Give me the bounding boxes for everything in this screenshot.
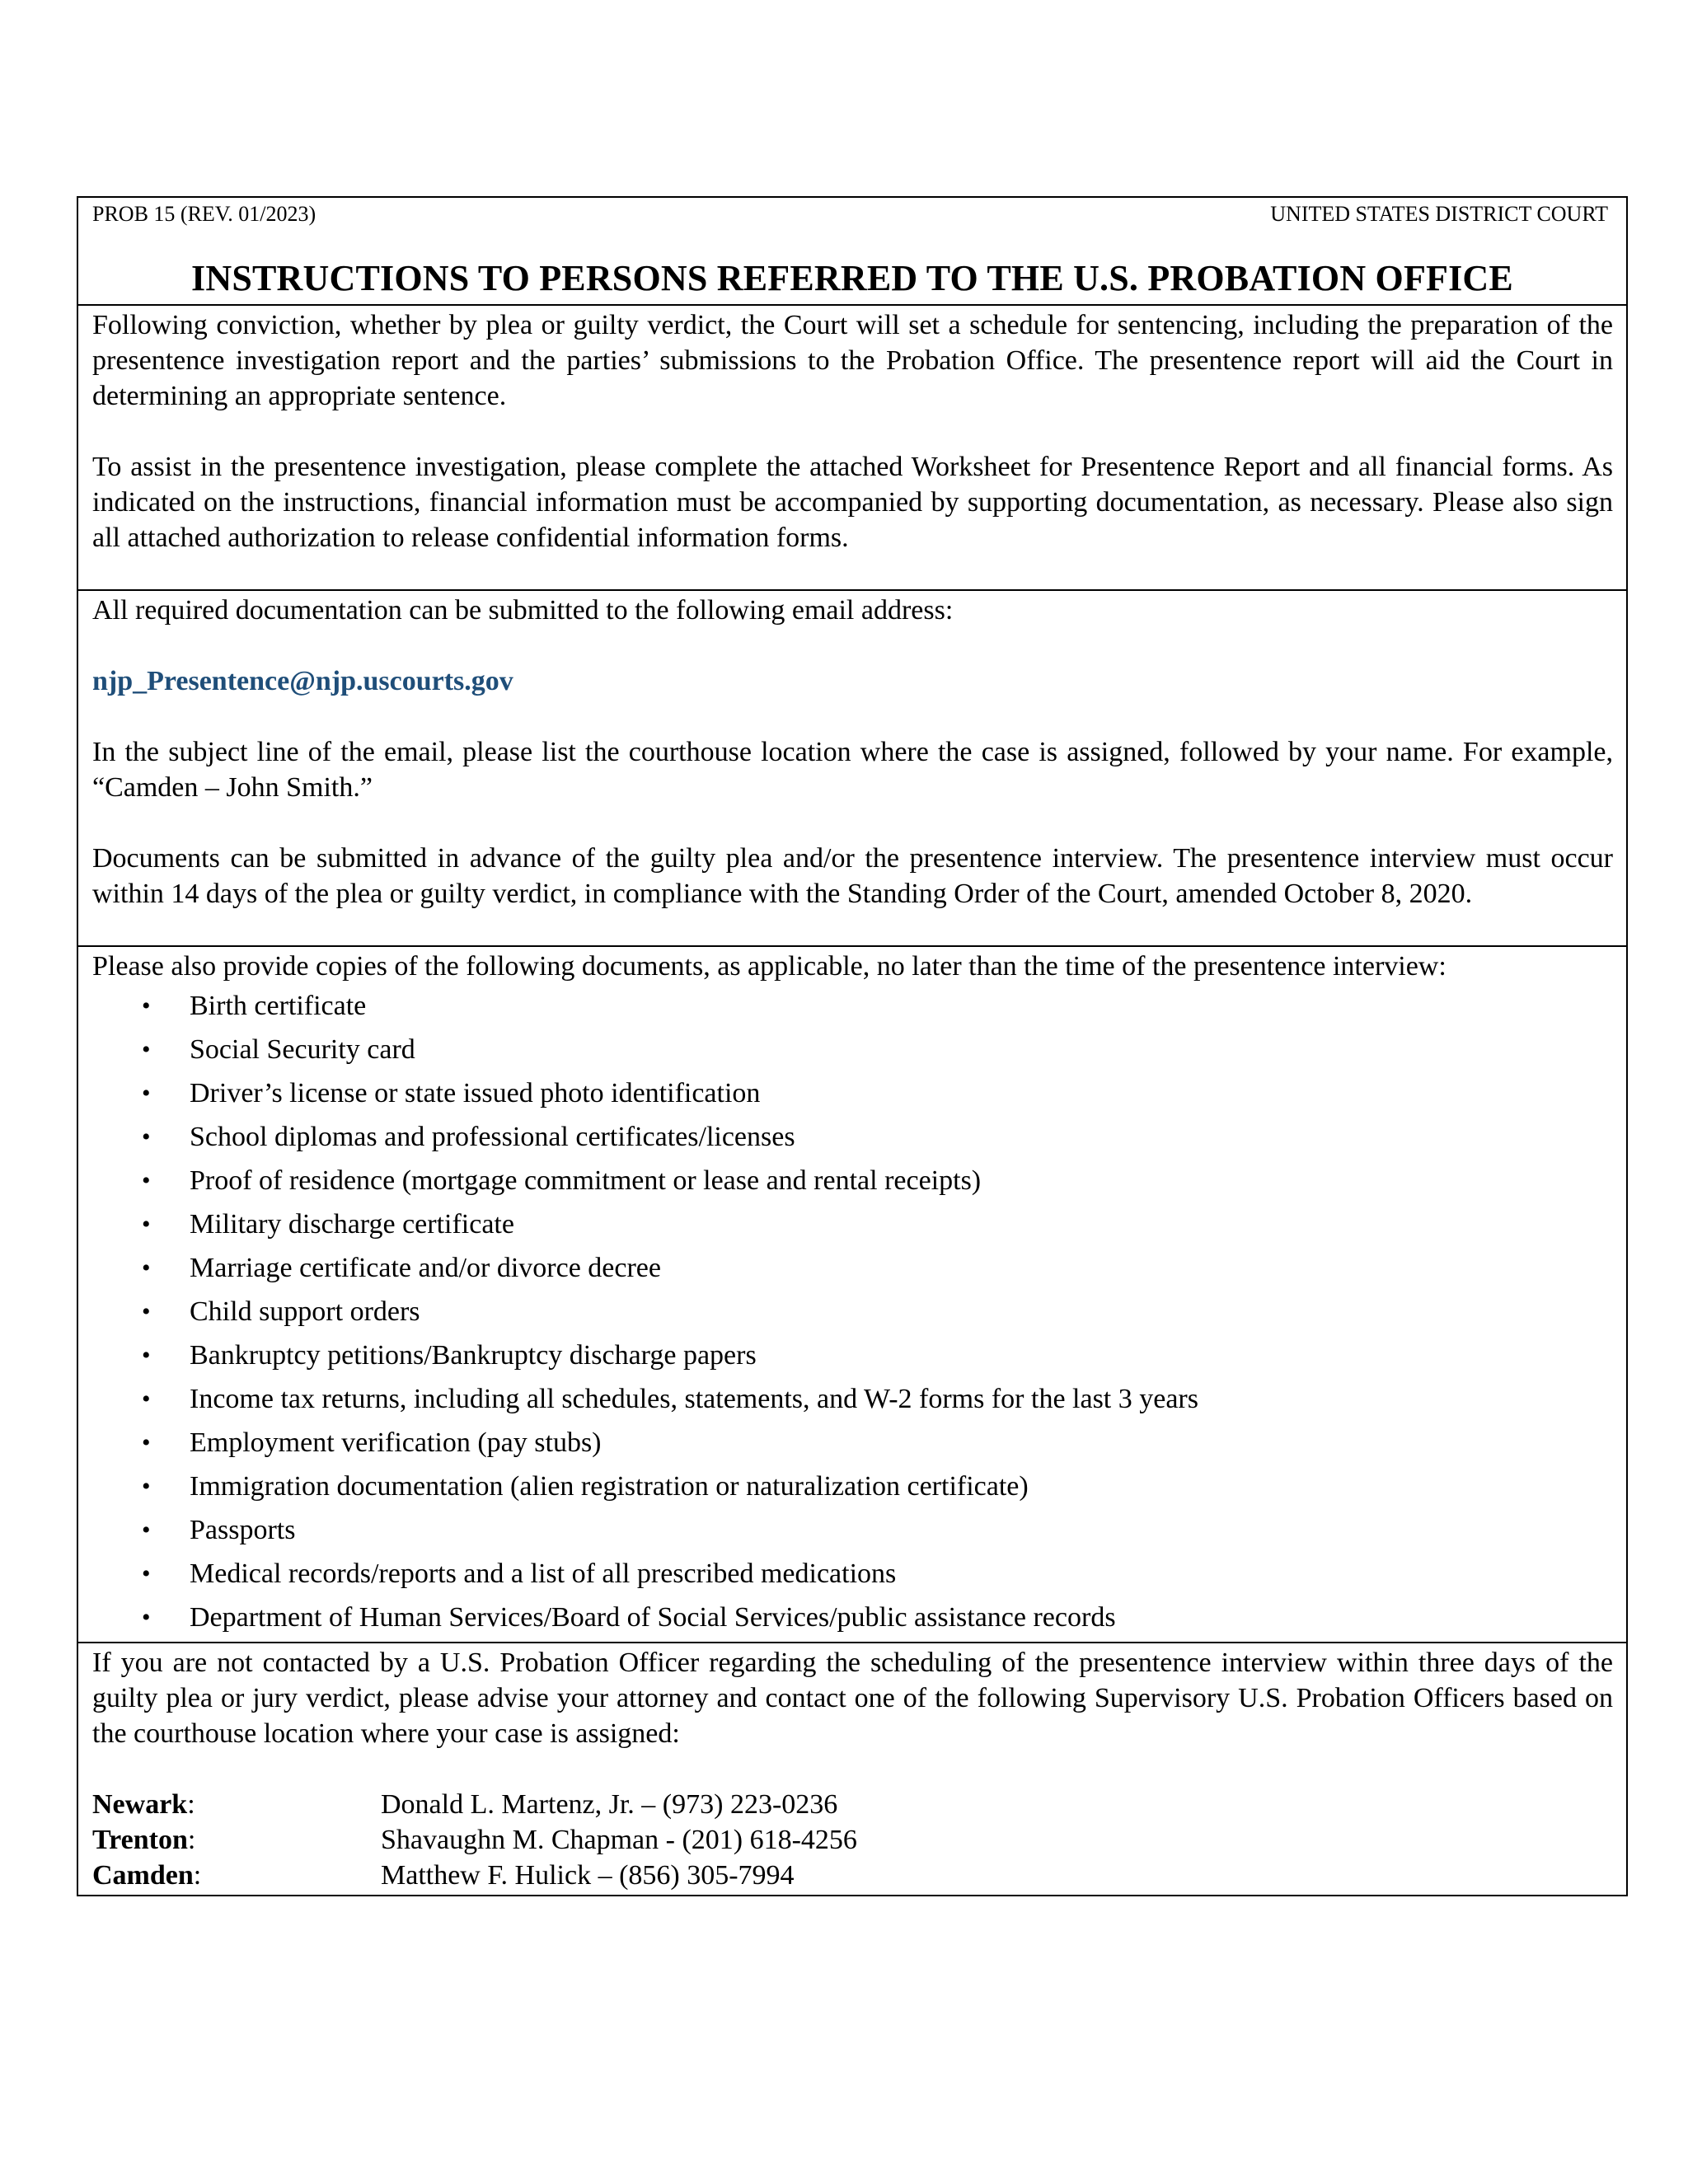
submission-email-link[interactable]: njp_Presentence@njp.uscourts.gov (92, 666, 513, 696)
list-item (92, 1596, 1613, 1639)
timing-note: Documents can be submitted in advance of the guilty plea and/or the presentence interview. The presentence interview must occur within 14 days of the plea or guilty verdict, in compliance with the Standing Order of the Court, amended October 8, 2020. (92, 843, 1613, 909)
list-item-label: Bankruptcy petitions/Bankruptcy discharge papers (190, 1340, 757, 1371)
location-cell (92, 1822, 381, 1858)
submission-lead: All required documentation can be submitted to the following email address: (92, 595, 954, 626)
officer-contact: Shavaughn M. Chapman - (201) 618-4256 (381, 1825, 857, 1855)
location-name: Camden (92, 1860, 194, 1891)
officer-contact: Matthew F. Hulick – (856) 305-7994 (381, 1860, 795, 1891)
bullet-icon: • (142, 992, 151, 1019)
bullet-icon: • (142, 1167, 151, 1194)
list-item (92, 1028, 1613, 1071)
location-cell (92, 1787, 381, 1822)
list-item-label: Employment verification (pay stubs) (190, 1427, 602, 1458)
list-item (92, 1333, 1613, 1377)
list-item-label: Proof of residence (mortgage commitment or lease and rental receipts) (190, 1165, 982, 1196)
list-item-label: Income tax returns, including all schedules, statements, and W-2 forms for the last 3 years (190, 1384, 1198, 1414)
bullet-icon: • (142, 1429, 151, 1456)
bullet-icon: • (142, 1385, 151, 1413)
list-item (92, 1508, 1613, 1552)
subject-line-note: In the subject line of the email, please list the courthouse location where the case is assigned, followed by your name. For example, “Camden – John Smith.” (92, 737, 1613, 803)
bullet-icon: • (142, 1254, 151, 1282)
bullet-icon: • (142, 1560, 151, 1587)
documents-list (92, 984, 1613, 1639)
bullet-icon: • (142, 1516, 151, 1544)
document-title: INSTRUCTIONS TO PERSONS REFERRED TO THE U.S. PROBATION OFFICE (191, 258, 1513, 298)
table-row (92, 1787, 857, 1822)
contacts-lead: If you are not contacted by a U.S. Probation Officer regarding the scheduling of the presentence interview within three days of the guilty plea or jury verdict, please advise your attorney and contact one of the following Supervisory U.S. Probation Officers based on the courthouse location where your case is assigned: (92, 1647, 1613, 1749)
location-colon: : (187, 1789, 195, 1820)
list-item (92, 1159, 1613, 1202)
list-item-label: Department of Human Services/Board of Social Services/public assistance records (190, 1602, 1116, 1633)
intro-paragraph-1: Following conviction, whether by plea or guilty verdict, the Court will set a schedule for sentencing, including the preparation of the presentence investigation report and the parties’ submissions to the Probation Office. The presentence report will aid the Court in determining an appropriate sentence. (92, 310, 1613, 411)
list-item (92, 1246, 1613, 1290)
location-cell (92, 1858, 381, 1893)
court-name: UNITED STATES DISTRICT COURT (1270, 202, 1608, 226)
list-item (92, 1377, 1613, 1421)
list-item-label: Marriage certificate and/or divorce decree (190, 1253, 661, 1283)
documents-lead: Please also provide copies of the following documents, as applicable, no later than the time of the presentence interview: (92, 951, 1447, 982)
location-name: Trenton (92, 1825, 188, 1855)
form-id: PROB 15 (REV. 01/2023) (92, 202, 316, 226)
bullet-icon: • (142, 1211, 151, 1238)
list-item (92, 1552, 1613, 1596)
intro-section (78, 304, 1626, 589)
table-row (92, 1822, 857, 1858)
officer-contact: Donald L. Martenz, Jr. – (973) 223-0236 (381, 1789, 838, 1820)
bullet-icon: • (142, 1123, 151, 1151)
list-item-label: Birth certificate (190, 991, 367, 1021)
table-row (92, 1858, 857, 1893)
list-item (92, 984, 1613, 1028)
bullet-icon: • (142, 1342, 151, 1369)
bullet-icon: • (142, 1298, 151, 1325)
location-name: Newark (92, 1789, 188, 1820)
intro-paragraph-2: To assist in the presentence investigation, please complete the attached Worksheet for Presentence Report and all financial forms. As indicated on the instructions, financial information must be accompanied by supporting documentation, as necessary. Please also sign all attached authorization to release confidential information forms. (92, 452, 1613, 553)
list-item-label: Driver’s license or state issued photo identification (190, 1078, 761, 1108)
bullet-icon: • (142, 1473, 151, 1500)
documents-section (78, 945, 1626, 1642)
list-item-label: Social Security card (190, 1034, 415, 1065)
bullet-icon: • (142, 1080, 151, 1107)
list-item (92, 1202, 1613, 1246)
list-item-label: Military discharge certificate (190, 1209, 514, 1240)
email-line (92, 663, 1613, 699)
form-header (78, 198, 1626, 304)
list-item-label: Passports (190, 1515, 296, 1545)
list-item (92, 1290, 1613, 1333)
bullet-icon: • (142, 1604, 151, 1631)
contacts-table (92, 1787, 857, 1893)
contacts-section (78, 1642, 1626, 1895)
submission-section (78, 589, 1626, 945)
location-colon: : (193, 1860, 202, 1891)
list-item-label: Medical records/reports and a list of all prescribed medications (190, 1558, 897, 1589)
location-colon: : (187, 1825, 196, 1855)
list-item (92, 1071, 1613, 1115)
list-item-label: Child support orders (190, 1296, 420, 1327)
list-item-label: School diplomas and professional certificates/licenses (190, 1122, 795, 1152)
bullet-icon: • (142, 1036, 151, 1063)
instruction-form (77, 196, 1628, 1896)
list-item (92, 1115, 1613, 1159)
list-item (92, 1421, 1613, 1465)
list-item (92, 1465, 1613, 1508)
list-item-label: Immigration documentation (alien registration or naturalization certificate) (190, 1471, 1029, 1502)
